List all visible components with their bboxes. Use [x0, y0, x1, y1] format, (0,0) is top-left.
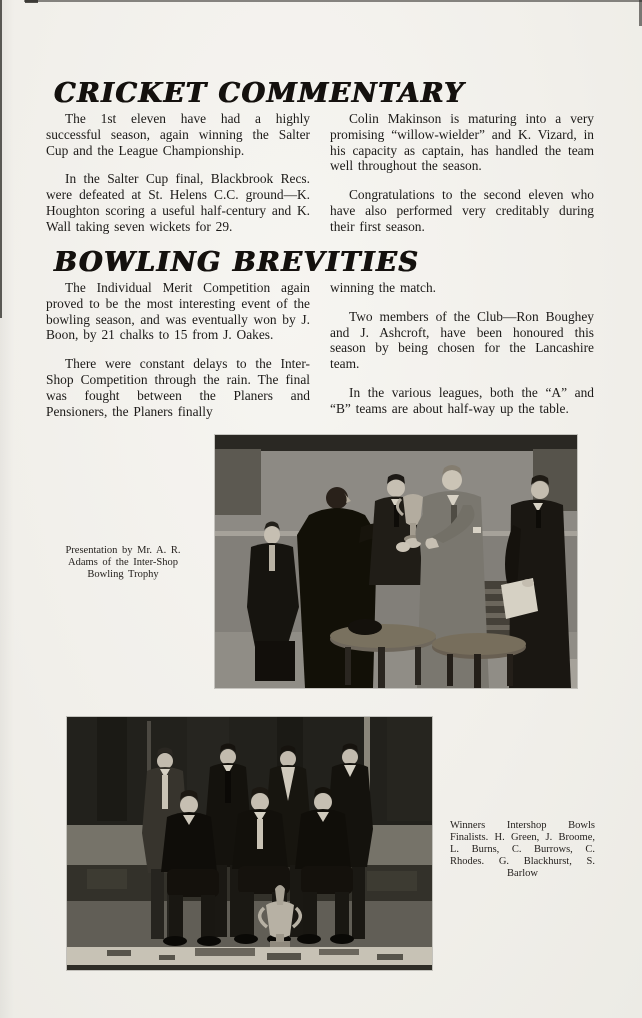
cricket-left-column — [46, 111, 310, 248]
paragraph: In the Salter Cup final, Blackbrook Recs. were defeated at St. Helens C.C. ground—K. Houghton scoring a useful half-century and K. Wall taking seven wickets for 29. — [46, 171, 310, 234]
trophy-presentation-photo-graphic — [215, 435, 577, 688]
winners-group-photo — [67, 717, 432, 970]
paragraph: There were constant delays to the Inter-Shop Competition through the rain. The final was fought between the Planers and Pensioners, the Planers finally — [46, 356, 310, 419]
scan-artifact-top-left-blob — [25, 0, 38, 3]
photo-stone-edge — [67, 947, 432, 970]
scan-artifact-top-edge — [24, 0, 642, 2]
paragraph: Two members of the Club—Ron Boughey and J. Ashcroft, have been honoured this season by being chosen for the Lancashire team. — [330, 308, 594, 372]
paragraph: Colin Makinson is maturing into a very promising “willow-wielder” and K. Vizard, in his capacity as captain, has handled the team well throughout the season. — [330, 111, 594, 174]
round-table — [330, 619, 436, 688]
bowling-brevities-heading: BOWLING BREVITIES — [54, 247, 420, 278]
photo2-caption: Winners Intershop Bowls Finalists. H. Green, J. Broome, L. Burns, C. Burrows, C. Rhodes. G. Blackhurst, S. Barlow — [450, 820, 595, 879]
photo1-caption: Presentation by Mr. A. R. Adams of the Inter-Shop Bowling Trophy — [65, 545, 181, 580]
bowling-right-column — [330, 280, 594, 430]
paragraph: The 1st eleven have had a highly successful season, again winning the Salter Cup and the League Championship. — [46, 111, 310, 158]
scan-artifact-left-edge — [0, 0, 2, 318]
cricket-commentary-heading: CRICKET COMMENTARY — [54, 78, 465, 109]
cricket-right-column — [330, 111, 594, 248]
paragraph-continuation: winning the match. — [330, 280, 437, 295]
winners-group-photo-graphic — [67, 717, 432, 970]
bowling-left-column — [46, 280, 310, 432]
paragraph: In the various leagues, both the “A” and “B” teams are about half-way up the table. — [330, 384, 594, 416]
paragraph: The Individual Merit Competition again proved to be the most interesting event of the bowling season, and was eventually won by J. Boon, by 21 chalks to 15 from J. Oakes. — [46, 280, 310, 343]
paragraph: Congratulations to the second eleven who have also performed very creditably during their first season. — [330, 187, 594, 234]
trophy-presentation-photo — [215, 435, 577, 688]
